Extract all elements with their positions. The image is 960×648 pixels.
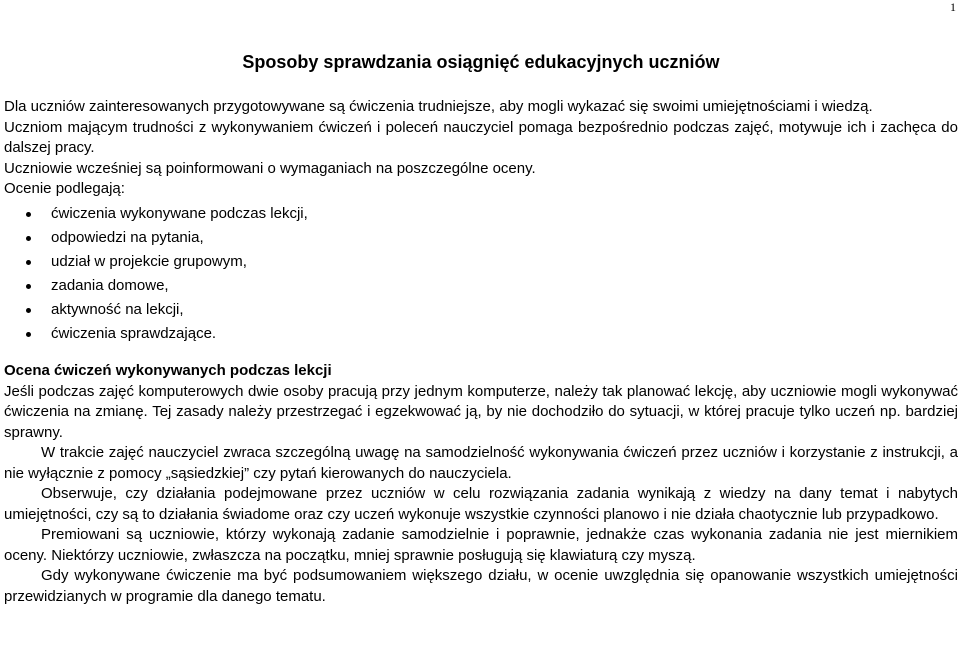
assessment-lead-in: Ocenie podlegają: [4, 180, 125, 197]
list-item [4, 274, 958, 298]
bullet-icon [26, 332, 31, 337]
list-item-text: udział w projekcie grupowym, [51, 252, 247, 270]
bullet-icon [26, 308, 31, 313]
assessed-items-list [4, 202, 958, 347]
section-paragraph-2: W trakcie zajęć nauczyciel zwraca szczególną uwagę na samodzielność wykonywania ćwiczeń przez uczniów i korzystanie z instrukcji, a nie wyłącznie z pomocy „sąsiedzkiej” czy pytań kierowanych do nauczyciela. [4, 444, 958, 482]
bullet-icon [26, 284, 31, 289]
page-number: 1 [950, 0, 956, 14]
list-item [4, 322, 958, 346]
bullet-icon [26, 260, 31, 265]
intro-paragraph-2: Uczniom mającym trudności z wykonywaniem ćwiczeń i poleceń nauczyciel pomaga bezpośrednio podczas zajęć, motywuje ich i zachęca do dalszej pracy. [4, 118, 958, 156]
bullet-icon [26, 212, 31, 217]
list-item-text: ćwiczenia sprawdzające. [51, 325, 217, 343]
section-paragraph-5: Gdy wykonywane ćwiczenie ma być podsumowaniem większego działu, w ocenie uwzględnia się opanowanie wszystkich umiejętności przewidzianych w programie dla danego tematu. [4, 567, 958, 605]
section-paragraph-3: Obserwuje, czy działania podejmowane przez uczniów w celu rozwiązania zadania wynikają z wiedzy na dany temat i nabytych umiejętności, czy są to działania świadome oraz czy uczeń wykonuje wszystkie czynności planowo i nie działa chaotycznie lub przypadkowo. [4, 485, 958, 523]
bullet-icon [26, 236, 31, 241]
document-title: Sposoby sprawdzania osiągnięć edukacyjnych uczniów [242, 52, 720, 72]
list-item-text: aktywność na lekcji, [51, 301, 184, 319]
section-heading: Ocena ćwiczeń wykonywanych podczas lekcji [4, 361, 332, 379]
section-paragraph-1: Jeśli podczas zajęć komputerowych dwie osoby pracują przy jednym komputerze, należy tak planować lekcję, aby uczniowie mogli wykonywać ćwiczenia na zmianę. Tej zasady należy przestrzegać i egzekwować ją, by nie dochodziło do sytuacji, w której pracuje tylko uczeń np. bardziej sprawny. [4, 382, 958, 441]
list-item [4, 250, 958, 274]
document-body [4, 0, 958, 607]
list-item [4, 226, 958, 250]
list-item-text: odpowiedzi na pytania, [51, 228, 204, 246]
intro-paragraph-3: Uczniowie wcześniej są poinformowani o wymaganiach na poszczególne oceny. [4, 159, 536, 177]
intro-paragraph-1: Dla uczniów zainteresowanych przygotowywane są ćwiczenia trudniejsze, aby mogli wykazać się swoimi umiejętnościami i wiedzą. [4, 98, 873, 115]
list-item [4, 202, 958, 226]
list-item [4, 298, 958, 322]
section-paragraph-4: Premiowani są uczniowie, którzy wykonają zadanie samodzielnie i poprawnie, jednakże czas wykonania zadania nie jest miernikiem oceny. Niektórzy uczniowie, zwłaszcza na początku, mniej sprawnie posługują się klawiaturą czy myszą. [4, 526, 958, 564]
list-item-text: zadania domowe, [51, 277, 169, 295]
list-item-text: ćwiczenia wykonywane podczas lekcji, [51, 204, 308, 222]
